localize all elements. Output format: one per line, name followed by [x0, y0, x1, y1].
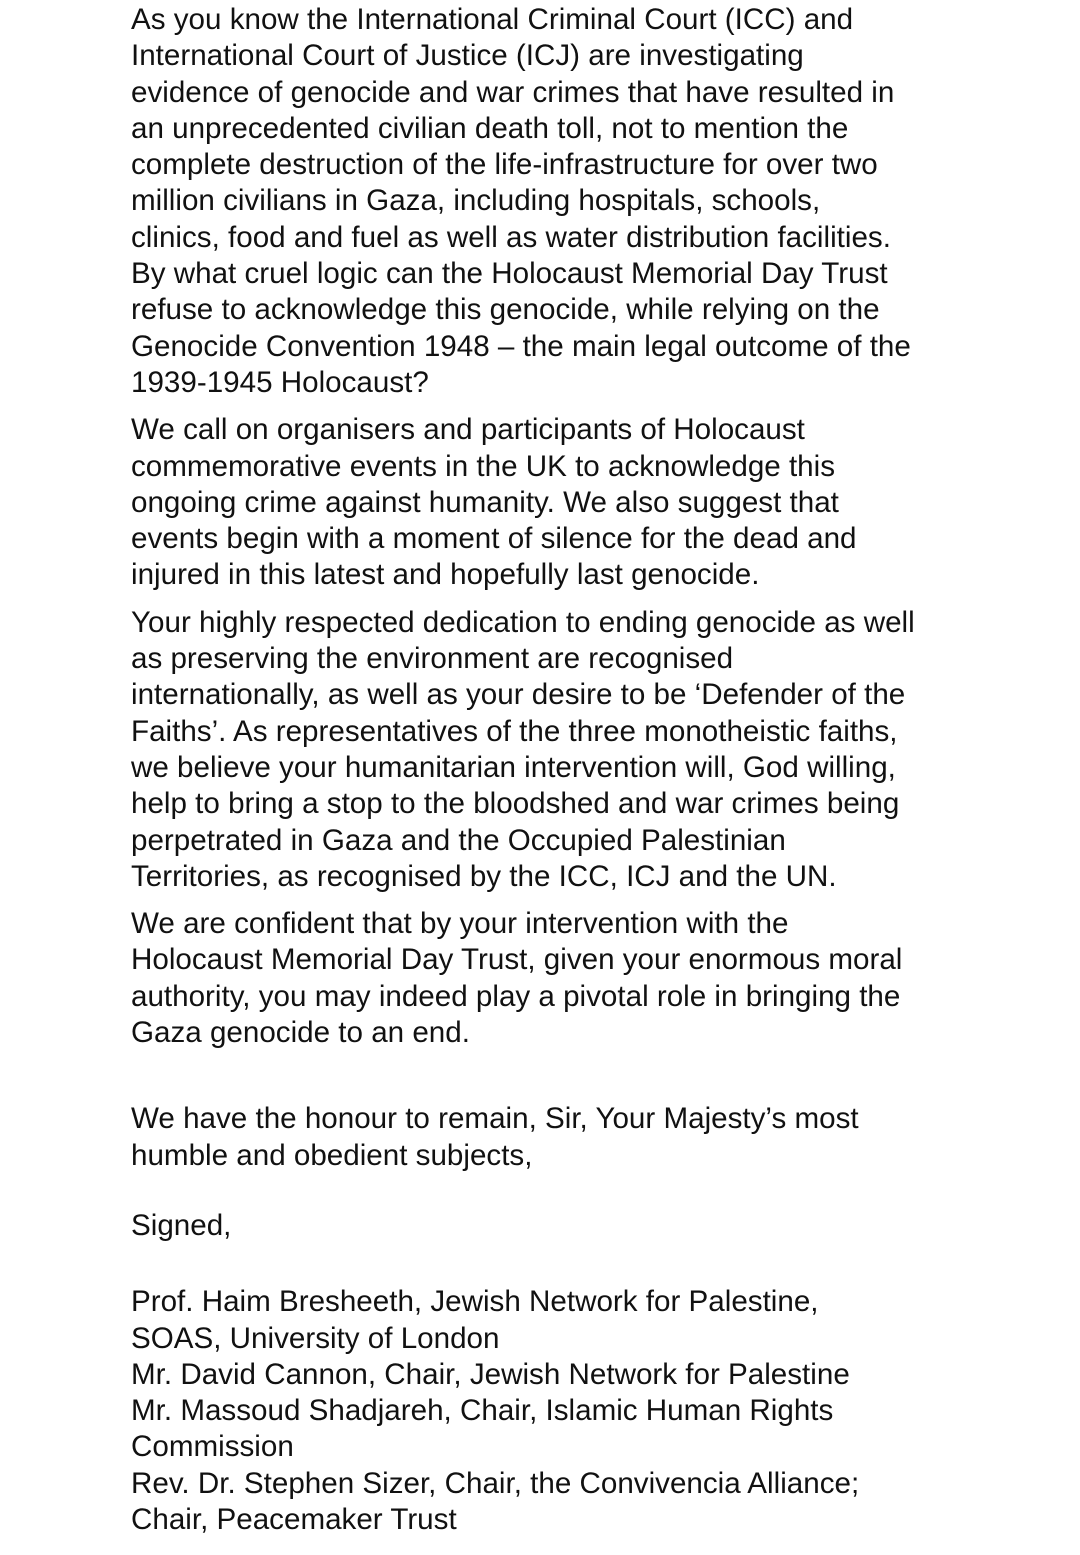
- text-line: authority, you may indeed play a pivotal role in bringing the: [131, 979, 901, 1013]
- signed-label: [131, 1208, 961, 1244]
- text-line: We have the honour to remain, Sir, Your Majesty’s most: [131, 1102, 859, 1136]
- text-line: humble and obedient subjects,: [131, 1138, 533, 1172]
- text-line: We are confident that by your intervention with the: [131, 907, 789, 941]
- signatory-line: Mr. David Cannon, Chair, Jewish Network for Palestine: [131, 1357, 850, 1391]
- text-line: refuse to acknowledge this genocide, while relying on the: [131, 293, 880, 327]
- signatory-line: Commission: [131, 1430, 294, 1464]
- text-line: 1939-1945 Holocaust?: [131, 365, 429, 399]
- paragraph-confidence: [131, 906, 961, 1051]
- text-line: clinics, food and fuel as well as water distribution facilities.: [131, 220, 891, 254]
- text-line: help to bring a stop to the bloodshed and war crimes being: [131, 787, 900, 821]
- signatory-line: SOAS, University of London: [131, 1321, 500, 1355]
- text-line: International Court of Justice (ICJ) are investigating: [131, 39, 804, 73]
- text-line: injured in this latest and hopefully last genocide.: [131, 558, 760, 592]
- signatory-line: Prof. Haim Bresheeth, Jewish Network for Palestine,: [131, 1285, 819, 1319]
- paragraph-humanitarian-intervention: [131, 605, 961, 895]
- text-line: perpetrated in Gaza and the Occupied Palestinian: [131, 823, 786, 857]
- text-line: ongoing crime against humanity. We also suggest that: [131, 485, 839, 519]
- letter-body: [131, 0, 961, 1538]
- closing-salutation: [131, 1101, 961, 1174]
- text-line: Holocaust Memorial Day Trust, given your enormous moral: [131, 943, 903, 977]
- text-line: We call on organisers and participants of Holocaust: [131, 413, 805, 447]
- text-line: an unprecedented civilian death toll, not to mention the: [131, 111, 849, 145]
- text-line: events begin with a moment of silence for the dead and: [131, 522, 857, 556]
- text-line: Signed,: [131, 1208, 232, 1242]
- text-line: as preserving the environment are recognised: [131, 642, 734, 676]
- text-line: As you know the International Criminal Court (ICC) and: [131, 3, 854, 36]
- text-line: we believe your humanitarian intervention will, God willing,: [131, 750, 896, 784]
- text-line: internationally, as well as your desire to be ‘Defender of the: [131, 678, 906, 712]
- signatory-line: Mr. Massoud Shadjareh, Chair, Islamic Human Rights: [131, 1394, 834, 1428]
- signatory-line: Rev. Dr. Stephen Sizer, Chair, the Convivencia Alliance;: [131, 1466, 860, 1500]
- paragraph-icc-icj-investigation: [131, 2, 961, 401]
- text-line: million civilians in Gaza, including hospitals, schools,: [131, 184, 821, 218]
- text-line: By what cruel logic can the Holocaust Memorial Day Trust: [131, 257, 888, 291]
- signatory-line: Chair, Peacemaker Trust: [131, 1502, 457, 1536]
- text-line: evidence of genocide and war crimes that have resulted in: [131, 75, 895, 109]
- text-line: Territories, as recognised by the ICC, ICJ and the UN.: [131, 859, 837, 893]
- text-line: Your highly respected dedication to ending genocide as well: [131, 605, 915, 639]
- text-line: commemorative events in the UK to acknowledge this: [131, 449, 836, 483]
- paragraph-call-to-organisers: [131, 412, 961, 593]
- text-line: complete destruction of the life-infrastructure for over two: [131, 148, 878, 182]
- signatory-list: [131, 1284, 961, 1538]
- text-line: Gaza genocide to an end.: [131, 1016, 470, 1050]
- text-line: Genocide Convention 1948 – the main legal outcome of the: [131, 329, 911, 363]
- text-line: Faiths’. As representatives of the three monotheistic faiths,: [131, 714, 898, 748]
